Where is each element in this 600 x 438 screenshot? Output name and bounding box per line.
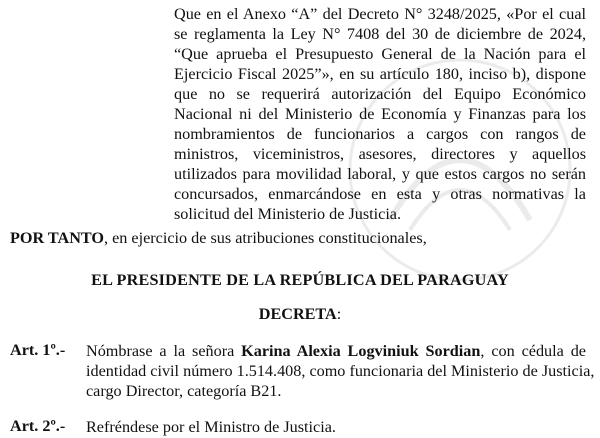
article-2-body: Refréndese por el Ministro de Justicia. [86,418,336,436]
article-2-label: Art. 2º.- [10,417,66,435]
article-1-line: identidad civil número 1.514.408, como funcionaria del Ministerio de Justicia, [86,362,595,380]
por-tanto-lead: POR TANTO [10,229,104,247]
considerando-line: nombramientos de funcionarios a cargos con rangos de [174,125,586,143]
decreta-word: DECRETA [258,305,337,323]
considerando-line: que no se requerirá autorización del Equipo Económico [174,85,586,103]
president-heading: EL PRESIDENTE DE LA REPÚBLICA DEL PARAGUAY [91,271,509,289]
considerando-line: ministros, viceministros, asesores, directores y aquellos [174,145,586,163]
considerando-line: Que en el Anexo “A” del Decreto N° 3248/2025, «Por el cual [174,5,586,23]
decreta-heading [0,305,600,324]
article-1-body [86,341,595,401]
appointee-name: Karina Alexia Logviniuk Sordian [241,342,481,360]
article-1-line [86,341,586,361]
article-1-label: Art. 1º.- [10,341,66,359]
considerando-line: “Que aprueba el Presupuesto General de la Nación para el [174,45,586,63]
considerando-paragraph [174,4,586,224]
considerando-line: se reglamenta la Ley N° 7408 del 30 de diciembre de 2024, [174,25,586,43]
por-tanto-text: , en ejercicio de sus atribuciones constitucionales, [104,229,427,247]
considerando-line: solicitud del Ministerio de Justicia. [174,205,402,223]
considerando-line: concursados, enmarcándose en esta y otras normativas la [174,185,586,203]
article-1-post: , con cédula de [480,342,586,360]
decreta-colon: : [336,305,342,323]
por-tanto-clause [10,228,427,248]
article-1-line: cargo Director, categoría B21. [86,382,282,400]
considerando-line: Ejercicio Fiscal 2025”», en su artículo 180, inciso b), dispone [174,65,586,83]
considerando-line: Nacional ni del Ministerio de Economía y Finanzas para los [174,105,586,123]
article-1-pre: Nómbrase a la señora [86,342,242,360]
considerando-line: utilizados para movilidad laboral, y que estos cargos no serán [174,165,586,183]
